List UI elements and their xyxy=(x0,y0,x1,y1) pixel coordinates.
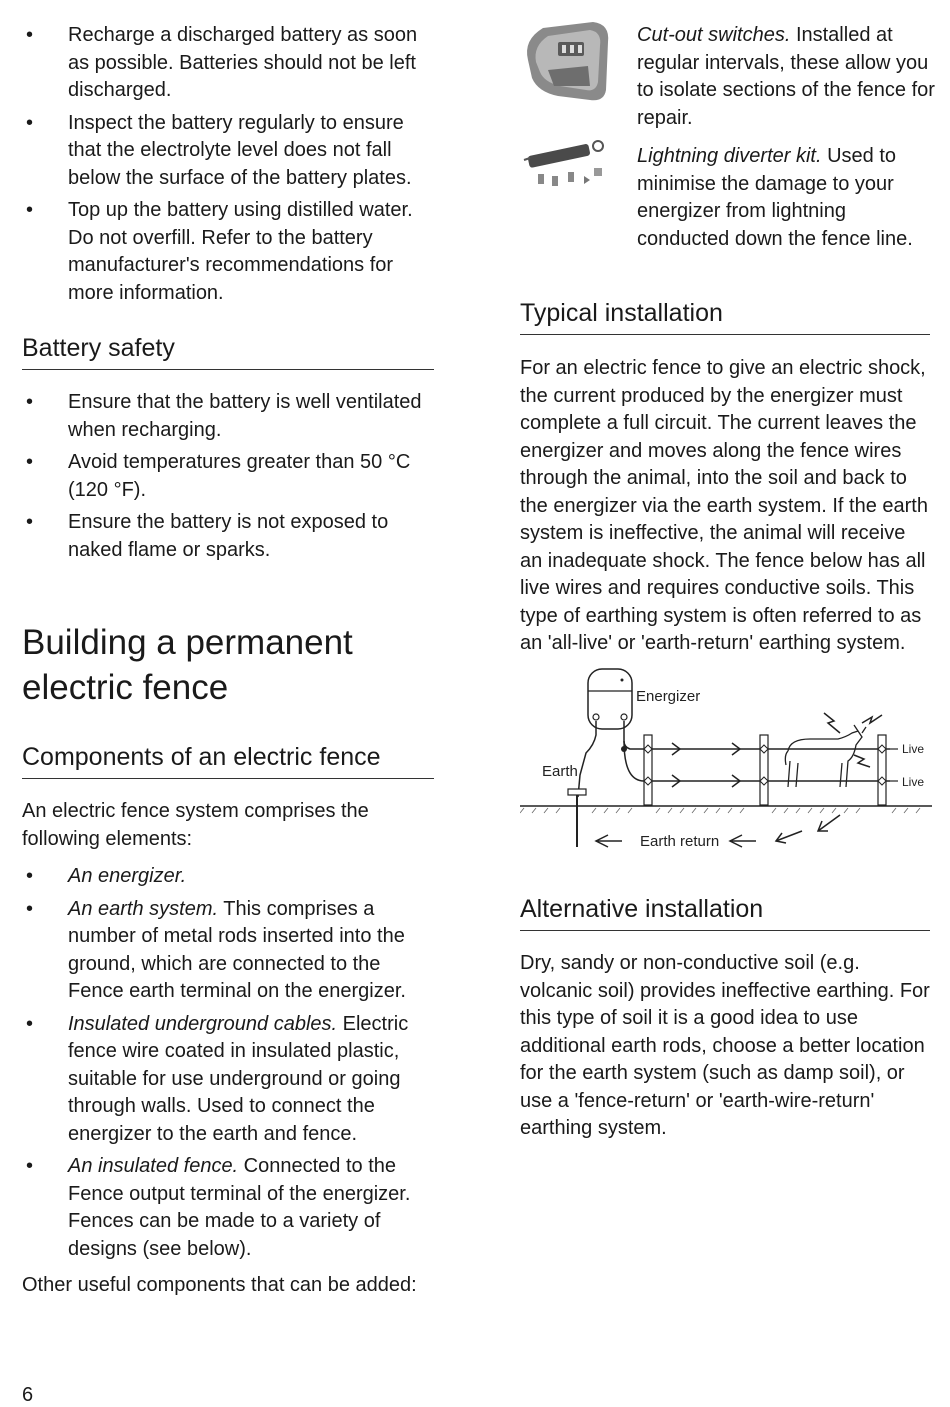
cut-out-switches-text xyxy=(637,22,937,132)
extra-term: Lightning diverter kit. xyxy=(637,145,822,167)
energizer-label: Energizer xyxy=(636,688,701,705)
list-item: • Recharge a discharged battery as soon as possible. Batteries should not be left discharged. xyxy=(22,22,434,105)
component-desc: This comprises a number of metal rods inserted into the ground, which are connected to the Fence earth terminal on the energizer. xyxy=(68,897,406,1002)
extra-desc: Installed at regular intervals, these allow you to isolate sections of the fence for repair. xyxy=(637,24,935,129)
battery-safety-list xyxy=(22,389,434,564)
lightning-diverter-image xyxy=(518,138,618,198)
battery-care-list xyxy=(22,22,434,307)
component-term: Insulated underground cables. xyxy=(68,1012,338,1035)
earth-return-diagram xyxy=(520,665,932,850)
component-desc: Electric fence wire coated in insulated plastic, suitable for use underground or going through walls. Used to connect the energizer to the earth and fence. xyxy=(68,1012,409,1145)
list-item: • Top up the battery using distilled water. Do not overfill. Refer to the battery manufacturer's recommendations for more information. xyxy=(22,197,434,307)
other-components-text: Other useful components that can be added: xyxy=(22,1274,417,1296)
list-item: • Ensure that the battery is well ventilated when recharging. xyxy=(22,389,434,444)
battery-safety-heading: Battery safety xyxy=(22,333,434,370)
list-item xyxy=(22,1153,434,1263)
page-number: 6 xyxy=(22,1384,34,1406)
list-item xyxy=(22,896,434,1006)
list-item: • Inspect the battery regularly to ensure that the electrolyte level does not fall below the surface of the battery plates. xyxy=(22,110,434,193)
earth-label: Earth xyxy=(542,763,578,780)
lightning-diverter-text xyxy=(637,143,937,253)
list-item: • Ensure the battery is not exposed to naked flame or sparks. xyxy=(22,509,434,564)
component-term: An insulated fence. xyxy=(68,1155,239,1177)
cut-out-switch-image xyxy=(518,20,618,110)
alternative-installation-text: Dry, sandy or non-conductive soil (e.g. volcanic soil) provides ineffective earthing. For this type of soil it is a good idea to use additional earth rods, choose a better location for the earth system (such as damp soil), or use a 'fence-return' or 'earth-wire-return' earthing system. xyxy=(520,952,930,1139)
alternative-installation-heading: Alternative installation xyxy=(520,894,930,931)
component-term: An earth system. xyxy=(68,897,219,920)
earth-return-label: Earth return xyxy=(640,833,720,850)
component-term: An energizer. xyxy=(68,865,187,887)
extra-term: Cut-out switches. xyxy=(637,24,791,46)
components-heading: Components of an electric fence xyxy=(22,742,434,779)
components-list xyxy=(22,863,434,1263)
component-desc: Connected to the Fence output terminal of the energizer. Fences can be made to a variety of designs (see below). xyxy=(68,1155,411,1260)
typical-installation-text: For an electric fence to give an electric shock, the current produced by the energizer must complete a full circuit. The current leaves the energizer and moves along the fence wires through the animal, into the soil and back to the energizer via the earth system. If the earth system is ineffective, the animal will receive an inadequate shock. The fence below has all live wires and requires conductive soils. This type of earthing system is often referred to as an 'all-live' or 'earth-return' earthing system. xyxy=(520,357,928,654)
list-item xyxy=(22,863,434,891)
components-intro: An electric fence system comprises the following elements: xyxy=(22,800,369,850)
typical-installation-heading: Typical installation xyxy=(520,298,930,335)
building-title xyxy=(22,620,434,710)
live-label-2: Live xyxy=(902,775,925,789)
list-item xyxy=(22,1011,434,1149)
extra-desc: Used to minimise the damage to your energizer from lightning conducted down the fence line. xyxy=(637,145,913,250)
cow-illustration xyxy=(785,725,866,787)
building-title-line-2: electric fence xyxy=(22,668,229,707)
live-label-1: Live xyxy=(902,742,925,756)
list-item: • Avoid temperatures greater than 50 °C (120 °F). xyxy=(22,449,434,504)
building-title-line-1: Building a permanent xyxy=(22,623,353,662)
